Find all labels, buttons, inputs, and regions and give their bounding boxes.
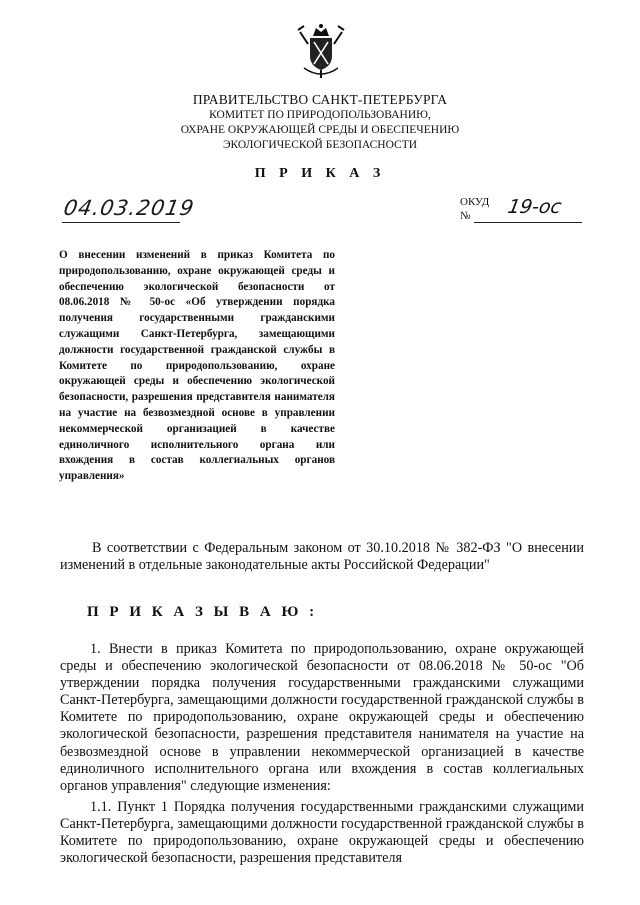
- paragraph-1: 1. Внести в приказ Комитета по природопользованию, охране окружающей среды и обеспечению экологической безопасности от 08.06.2018 № 50-ос "Об утверждении порядка получения государственными гражданскими служащими Санкт-Петербурга, замещающими должности государственной гражданской службы в Комитете по природопользованию, охране окружающей среды и обеспечению экологической безопасности, разрешения представителя нанимателя на участие на безвозмездной основе в управлении некоммерческой организацией в качестве единоличного исполнительного органа или вхождения в состав коллегиальных органов управления" следующие изменения:: [60, 641, 584, 794]
- number-label: №: [460, 210, 471, 222]
- government-title: ПРАВИТЕЛЬСТВО САНКТ-ПЕТЕРБУРГА: [192, 92, 448, 107]
- order-subject: О внесении изменений в приказ Комитета по природопользованию, охране окружающей среды и обеспечению экологической безопасности от 08.06.2018 № 50-ос «Об утверждении порядка получения государственными гражданскими служащими Санкт-Петербурга, замещающими должности государственной гражданской службы в Комитете по природопользованию, охране окружающей среды и обеспечению экологической безопасности, разрешения представителя нанимателя на участие на безвозмездной основе в управлении некоммерческой организацией в качестве единоличного исполнительного органа или вхождения в состав коллегиальных органов управления»: [59, 249, 335, 483]
- coat-of-arms-emblem: [294, 22, 348, 80]
- number-underline: [474, 222, 582, 223]
- handwritten-date: 04.03.2019: [61, 196, 197, 220]
- okud-label: ОКУД: [460, 196, 490, 208]
- paragraph-1-1: 1.1. Пункт 1 Порядка получения государственными гражданскими служащими Санкт-Петербурга, замещающими должности государственной гражданской службы в Комитете по природопользованию, охране окружающей среды и обеспечению экологической безопасности, разрешения представителя: [60, 799, 584, 867]
- committee-title-line2: ОХРАНЕ ОКРУЖАЮЩЕЙ СРЕДЫ И ОБЕСПЕЧЕНИЮ: [180, 124, 460, 136]
- order-heading: П Р И К А З Ы В А Ю :: [87, 604, 318, 620]
- committee-title-line1: КОМИТЕТ ПО ПРИРОДОПОЛЬЗОВАНИЮ,: [209, 109, 431, 121]
- date-underline: [62, 222, 180, 223]
- handwritten-number: 19-ос: [506, 196, 564, 218]
- document-type-title: П Р И К А З: [254, 166, 386, 181]
- legal-basis-paragraph: В соответствии с Федеральным законом от 30.10.2018 № 382-ФЗ "О внесении изменений в отдельные законодательные акты Российской Федерации": [60, 540, 584, 574]
- committee-title-line3: ЭКОЛОГИЧЕСКОЙ БЕЗОПАСНОСТИ: [222, 139, 418, 151]
